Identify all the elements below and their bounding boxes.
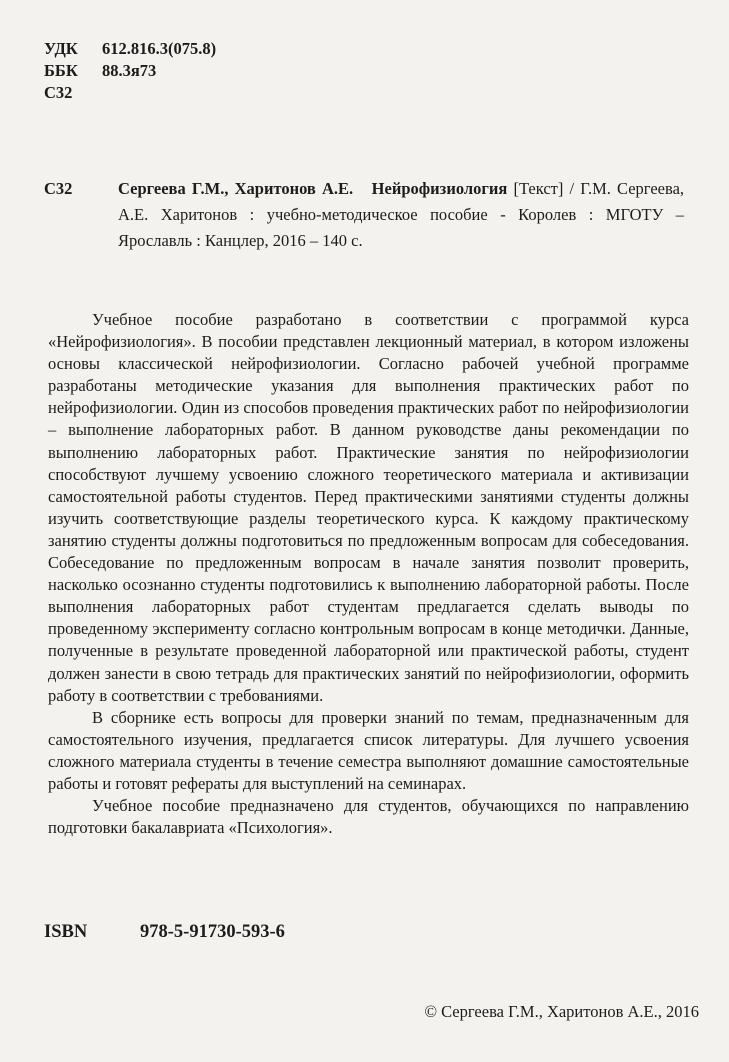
- udk-label: УДК: [44, 39, 78, 58]
- bibliographic-record: [44, 176, 684, 254]
- isbn-label: ISBN: [44, 922, 88, 942]
- biblio-details: [Текст] / Г.М. Сергеева, А.Е. Харитонов : учебно-методическое пособие - Королев : МГОТУ – Ярославль : Канцлер, 2016 – 140 с.: [118, 179, 685, 250]
- author-mark: С32: [44, 83, 73, 102]
- udk-value: 612.816.3(075.8): [102, 39, 217, 58]
- annotation: [48, 309, 689, 839]
- classification-codes: [44, 38, 216, 104]
- isbn: [44, 922, 285, 943]
- bbk-value: 88.3я73: [102, 61, 157, 80]
- isbn-value: 978-5-91730-593-6: [140, 922, 285, 942]
- annotation-paragraph: В сборнике есть вопросы для проверки знаний по темам, предназначенным для самостоятельного изучения, предлагается список литературы. Для лучшего усвоения сложного материала студенты в течение семестра выполняют домашние самостоятельные работы и готовят рефераты для выступлений на семинарах.: [48, 707, 689, 793]
- bbk-line: [44, 60, 216, 82]
- bbk-label: ББК: [44, 61, 78, 80]
- biblio-authors: Сергеева Г.М., Харитонов А.Е.: [118, 179, 354, 198]
- udk-line: [44, 38, 216, 60]
- copyright-notice: © Сергеева Г.М., Харитонов А.Е., 2016: [424, 1002, 699, 1021]
- biblio-body: [118, 176, 684, 254]
- biblio-title: Нейрофизиология: [371, 179, 508, 198]
- biblio-author-mark: С32: [44, 179, 73, 198]
- annotation-paragraph: Учебное пособие разработано в соответствии с программой курса «Нейрофизиология». В пособии представлен лекционный материал, в котором изложены основы классической нейрофизиологии. Согласно рабочей учебной программе разработаны методические указания для выполнения практических работ по нейрофизиологии. Один из способов проведения практических работ по нейрофизиологии – выполнение лабораторных работ. В данном руководстве даны рекомендации по выполнению лабораторных работ. Практические занятия по нейрофизиологии способствуют лучшему усвоению сложного теоретического материала и активизации самостоятельной работы студентов. Перед практическими занятиями студенты должны изучить соответствующие разделы теоретического курса. К каждому практическому занятию студенты должны подготовиться по предложенным вопросам для собеседования. Собеседование по предложенным вопросам в начале занятия позволит проверить, насколько осознанно студенты подготовились к выполнению лабораторной работы. После выполнения лабораторных работ студентам предлагается сделать выводы по проведенному эксперименту согласно контрольным вопросам в конце методички. Данные, полученные в результате проведенной лабораторной или практической работы, студент должен занести в свою тетрадь для практических занятий по нейрофизиологии, оформить работу в соответствии с требованиями.: [48, 310, 689, 705]
- annotation-paragraph: Учебное пособие предназначено для студентов, обучающихся по направлению подготовки бакалавриата «Психология».: [48, 796, 689, 838]
